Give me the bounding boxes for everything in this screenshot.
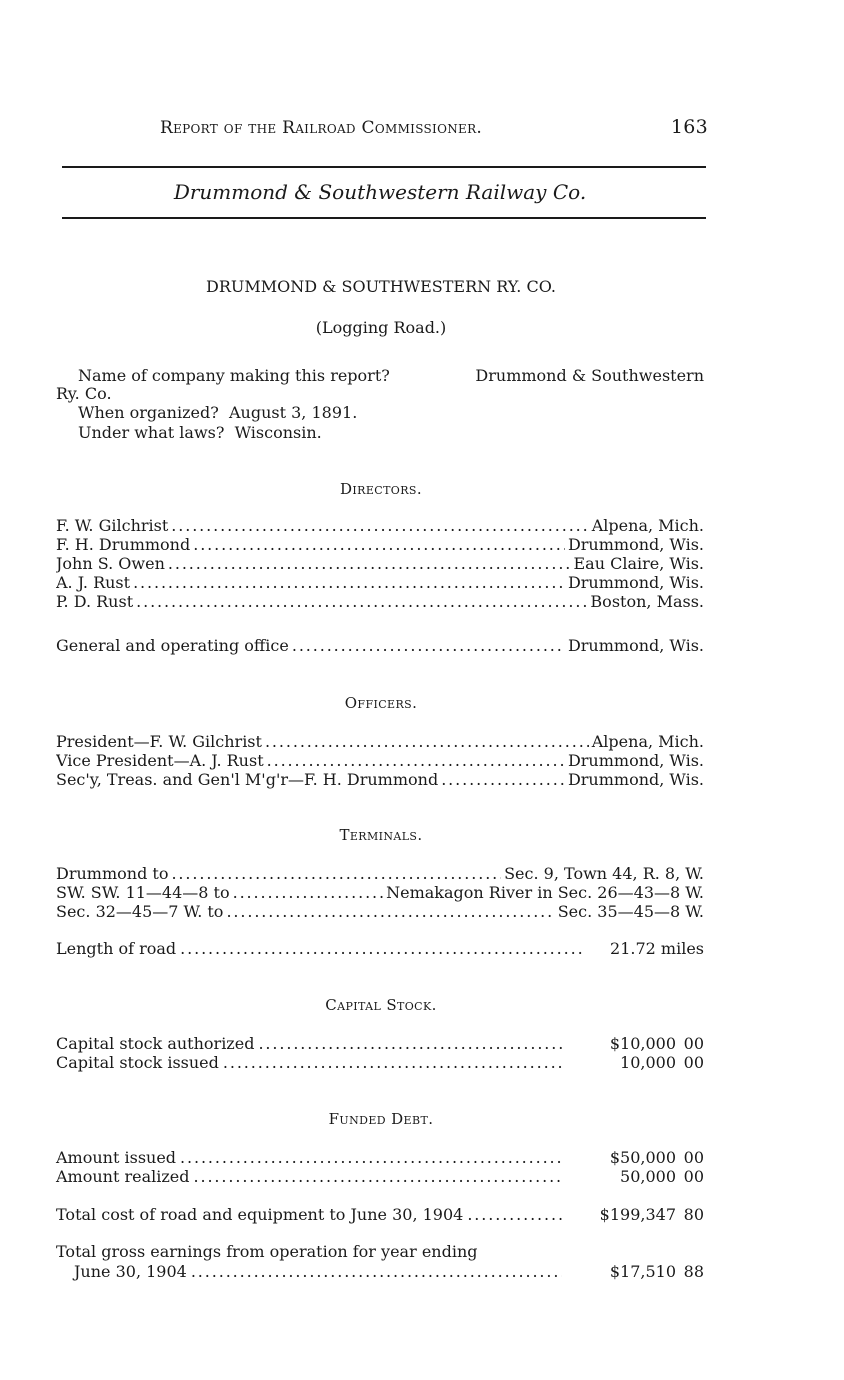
director-row: [56, 554, 704, 574]
capital-stock-row: [56, 1034, 704, 1054]
director-place: Eau Claire, Wis.: [573, 554, 704, 573]
funded-debt-dollars: $50,000: [609, 1148, 676, 1167]
capital-stock-dollars: $10,000: [609, 1034, 676, 1053]
total-cost-row: [56, 1205, 704, 1225]
length-row: [56, 939, 704, 959]
director-place: Drummond, Wis.: [567, 573, 704, 592]
terminal-to: Nemakagon River in Sec. 26—43—8 W.: [386, 883, 704, 902]
capital-stock-label: Capital stock authorized: [56, 1034, 255, 1053]
officer-place: Drummond, Wis.: [567, 770, 704, 789]
director-row: [56, 516, 704, 536]
director-place: Alpena, Mich.: [591, 516, 704, 535]
funded-debt-label: Amount realized: [56, 1167, 190, 1186]
company-name-line: [78, 366, 704, 385]
funded-debt-dollars: 50,000: [620, 1167, 676, 1186]
officer-title: Vice President—A. J. Rust: [56, 751, 264, 770]
company-name-continuation: Ry. Co.: [56, 384, 112, 403]
terminal-from: Drummond to: [56, 864, 169, 883]
office-label: General and operating office: [56, 636, 289, 655]
running-title: Report of the Railroad Commissioner.: [160, 118, 483, 138]
officer-place: Drummond, Wis.: [567, 751, 704, 770]
capital-stock-cents: 00: [683, 1034, 704, 1053]
gross-earnings-dollars: $17,510: [609, 1262, 676, 1281]
bottom-rule: [62, 217, 706, 219]
funded-debt-cents: 00: [683, 1148, 704, 1167]
laws-question: Under what laws?: [78, 423, 225, 442]
total-cost-dollars: $199,347: [599, 1205, 676, 1224]
company-note: (Logging Road.): [315, 318, 447, 337]
gross-earnings-row: [74, 1262, 704, 1282]
laws-line: [78, 423, 728, 442]
top-rule: [62, 166, 706, 168]
capital-stock-cents: 00: [683, 1053, 704, 1072]
capital-stock-label: Capital stock issued: [56, 1053, 219, 1072]
funded-debt-row: [56, 1148, 704, 1168]
funded-debt-heading: Funded Debt.: [328, 1110, 434, 1128]
page-number: 163: [670, 116, 708, 138]
funded-debt-label: Amount issued: [56, 1148, 177, 1167]
total-cost-label: Total cost of road and equipment to June 30, 1904: [56, 1205, 464, 1224]
total-cost-cents: 80: [683, 1205, 704, 1224]
director-name: P. D. Rust: [56, 592, 134, 611]
officer-title: Sec'y, Treas. and Gen'l M'g'r—F. H. Drummond: [56, 770, 439, 789]
officer-row: [56, 770, 704, 790]
organized-question: When organized?: [78, 403, 219, 422]
gross-earnings-label-line1: Total gross earnings from operation for year ending: [56, 1242, 478, 1261]
terminal-from: SW. SW. 11—44—8 to: [56, 883, 230, 902]
director-name: A. J. Rust: [56, 573, 131, 592]
director-row: [56, 535, 704, 555]
officer-place: Alpena, Mich.: [591, 732, 704, 751]
length-label: Length of road: [56, 939, 177, 958]
director-place: Drummond, Wis.: [567, 535, 704, 554]
funded-debt-cents: 00: [683, 1167, 704, 1186]
officers-heading: Officers.: [344, 694, 418, 712]
director-row: [56, 573, 704, 593]
capital-stock-heading: Capital Stock.: [325, 996, 437, 1014]
organized-line: [78, 403, 728, 422]
capital-stock-dollars: 10,000: [620, 1053, 676, 1072]
length-value: 21.72 miles: [610, 939, 704, 958]
capital-stock-row: [56, 1053, 704, 1073]
director-name: John S. Owen: [56, 554, 165, 573]
office-place: Drummond, Wis.: [567, 636, 704, 655]
company-name-answer: Drummond & Southwestern: [475, 366, 704, 385]
office-row: [56, 636, 704, 656]
terminal-row: [56, 883, 704, 903]
director-name: F. H. Drummond: [56, 535, 191, 554]
company-heading: DRUMMOND & SOUTHWESTERN RY. CO.: [206, 277, 556, 296]
director-place: Boston, Mass.: [590, 592, 704, 611]
directors-heading: Directors.: [339, 480, 423, 498]
terminal-row: [56, 864, 704, 884]
company-name-question: Name of company making this report?: [78, 366, 390, 385]
terminals-heading: Terminals.: [339, 826, 423, 844]
terminal-to: Sec. 9, Town 44, R. 8, W.: [504, 864, 704, 883]
terminal-to: Sec. 35—45—8 W.: [557, 902, 704, 921]
gross-earnings-label-line2: June 30, 1904: [74, 1262, 187, 1281]
organized-answer: August 3, 1891.: [228, 403, 358, 422]
terminal-from: Sec. 32—45—7 W. to: [56, 902, 224, 921]
laws-answer: Wisconsin.: [234, 423, 322, 442]
section-subtitle: Drummond & Southwestern Railway Co.: [173, 180, 587, 204]
officer-title: President—F. W. Gilchrist: [56, 732, 262, 751]
funded-debt-row: [56, 1167, 704, 1187]
officer-row: [56, 751, 704, 771]
director-row: [56, 592, 704, 612]
running-head: [160, 116, 708, 138]
gross-earnings-cents: 88: [683, 1262, 704, 1281]
terminal-row: [56, 902, 704, 922]
officer-row: [56, 732, 704, 752]
director-name: F. W. Gilchrist: [56, 516, 169, 535]
